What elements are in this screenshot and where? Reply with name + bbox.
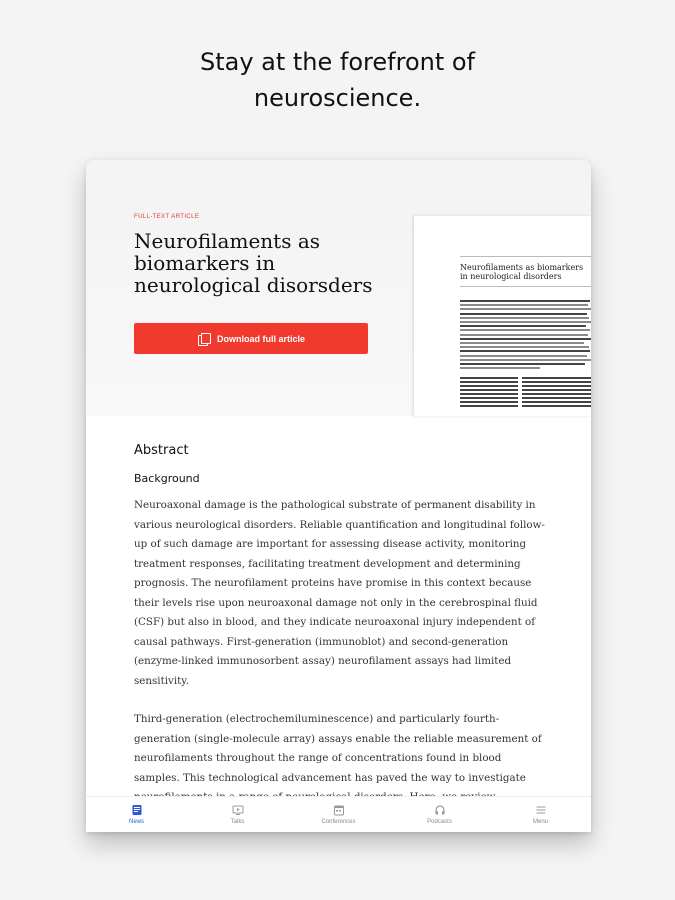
preview-column-line [460,397,518,399]
preview-text-line [460,338,591,340]
preview-column-line [460,385,518,387]
nav-item-talks[interactable] [187,797,288,832]
preview-title: Neurofilaments as biomarkers in neurological disorders [460,263,584,281]
preview-divider [460,286,591,287]
preview-text-line [460,334,588,336]
nav-item-podcasts[interactable] [389,797,490,832]
preview-column-line [522,393,591,395]
nav-label: Podcasts [427,819,452,825]
preview-text-line [460,321,591,323]
preview-column-line [522,385,591,387]
preview-text-line [460,300,590,302]
promo-headline [0,44,675,116]
nav-label: Conferences [321,819,356,825]
download-full-article-button[interactable] [134,323,368,354]
conferences-icon [333,804,345,816]
preview-column-line [522,401,591,403]
preview-text-line [460,355,587,357]
preview-text-line [460,308,591,310]
promo-headline-line1: Stay at the forefront of [199,48,476,76]
preview-divider [460,256,591,257]
preview-column-line [460,401,518,403]
nav-label: News [128,819,144,825]
preview-column-line [522,377,591,379]
preview-text-line [460,359,591,361]
preview-text-line [460,346,589,348]
preview-column-line [460,393,518,395]
article-kicker: FULL-TEXT ARTICLE [134,214,200,220]
bottom-navigation [86,796,591,832]
menu-icon [535,804,547,816]
abstract-paragraph: Neuroaxonal damage is the pathological substrate of permanent disability in various neurological disorders. Reliable quantification and longitudinal follow-up of such damage are important for assessing disease activity, monitoring treatment responses, facilitating treatment development and determining prognosis. The neurofilament proteins have promise in this context because their levels rise upon neuroaxonal damage not only in the cerebrospinal fluid (CSF) but also in blood, and they indicate neuroaxonal injury independent of causal pathways. First-generation (immunoblot) and second-generation (enzyme-linked immunosorbent assay) neurofilament assays had limited sensitivity. [134,499,545,687]
abstract-heading: Abstract [134,443,189,458]
preview-column-line [522,381,591,383]
background-subheading: Background [134,472,200,485]
news-icon [131,804,143,816]
talks-icon [232,804,244,816]
preview-column-line [460,405,518,407]
preview-text-line [460,363,585,365]
article-title: Neurofilaments as biomarkers in neurological disorsders [134,229,373,297]
article-body [134,442,554,808]
nav-item-conferences[interactable] [288,797,389,832]
preview-text-line [460,350,590,352]
preview-column-line [522,397,591,399]
article-header [86,160,591,416]
preview-text-line [460,325,586,327]
download-button-label: Download full article [216,333,305,344]
preview-text-line [460,304,588,306]
nav-item-news[interactable] [86,797,187,832]
abstract-paragraph: Third-generation (electrochemiluminescence) and particularly fourth-generation (single-molecule array) assays enable the reliable measurement of neurofilaments throughout the range of concentrations found in blood samples. This technological advancement has paved the way to investigate [134,713,542,784]
nav-item-menu[interactable] [490,797,591,832]
nav-label: Menu [532,819,548,825]
preview-column-line [522,405,591,407]
preview-column-line [522,389,591,391]
nav-label: Talks [230,819,245,825]
preview-text-line [460,342,584,344]
podcasts-icon [434,804,446,816]
preview-text-line [460,367,540,369]
preview-text-line [460,317,589,319]
preview-text-line [460,313,587,315]
preview-column-line [460,381,518,383]
tablet-screen [86,160,591,832]
promo-headline-line2: neuroscience. [253,84,422,112]
preview-column-line [460,377,518,379]
preview-column-line [460,389,518,391]
preview-text-line [460,329,590,331]
document-icon [197,333,209,345]
article-preview-thumbnail[interactable] [414,216,591,416]
